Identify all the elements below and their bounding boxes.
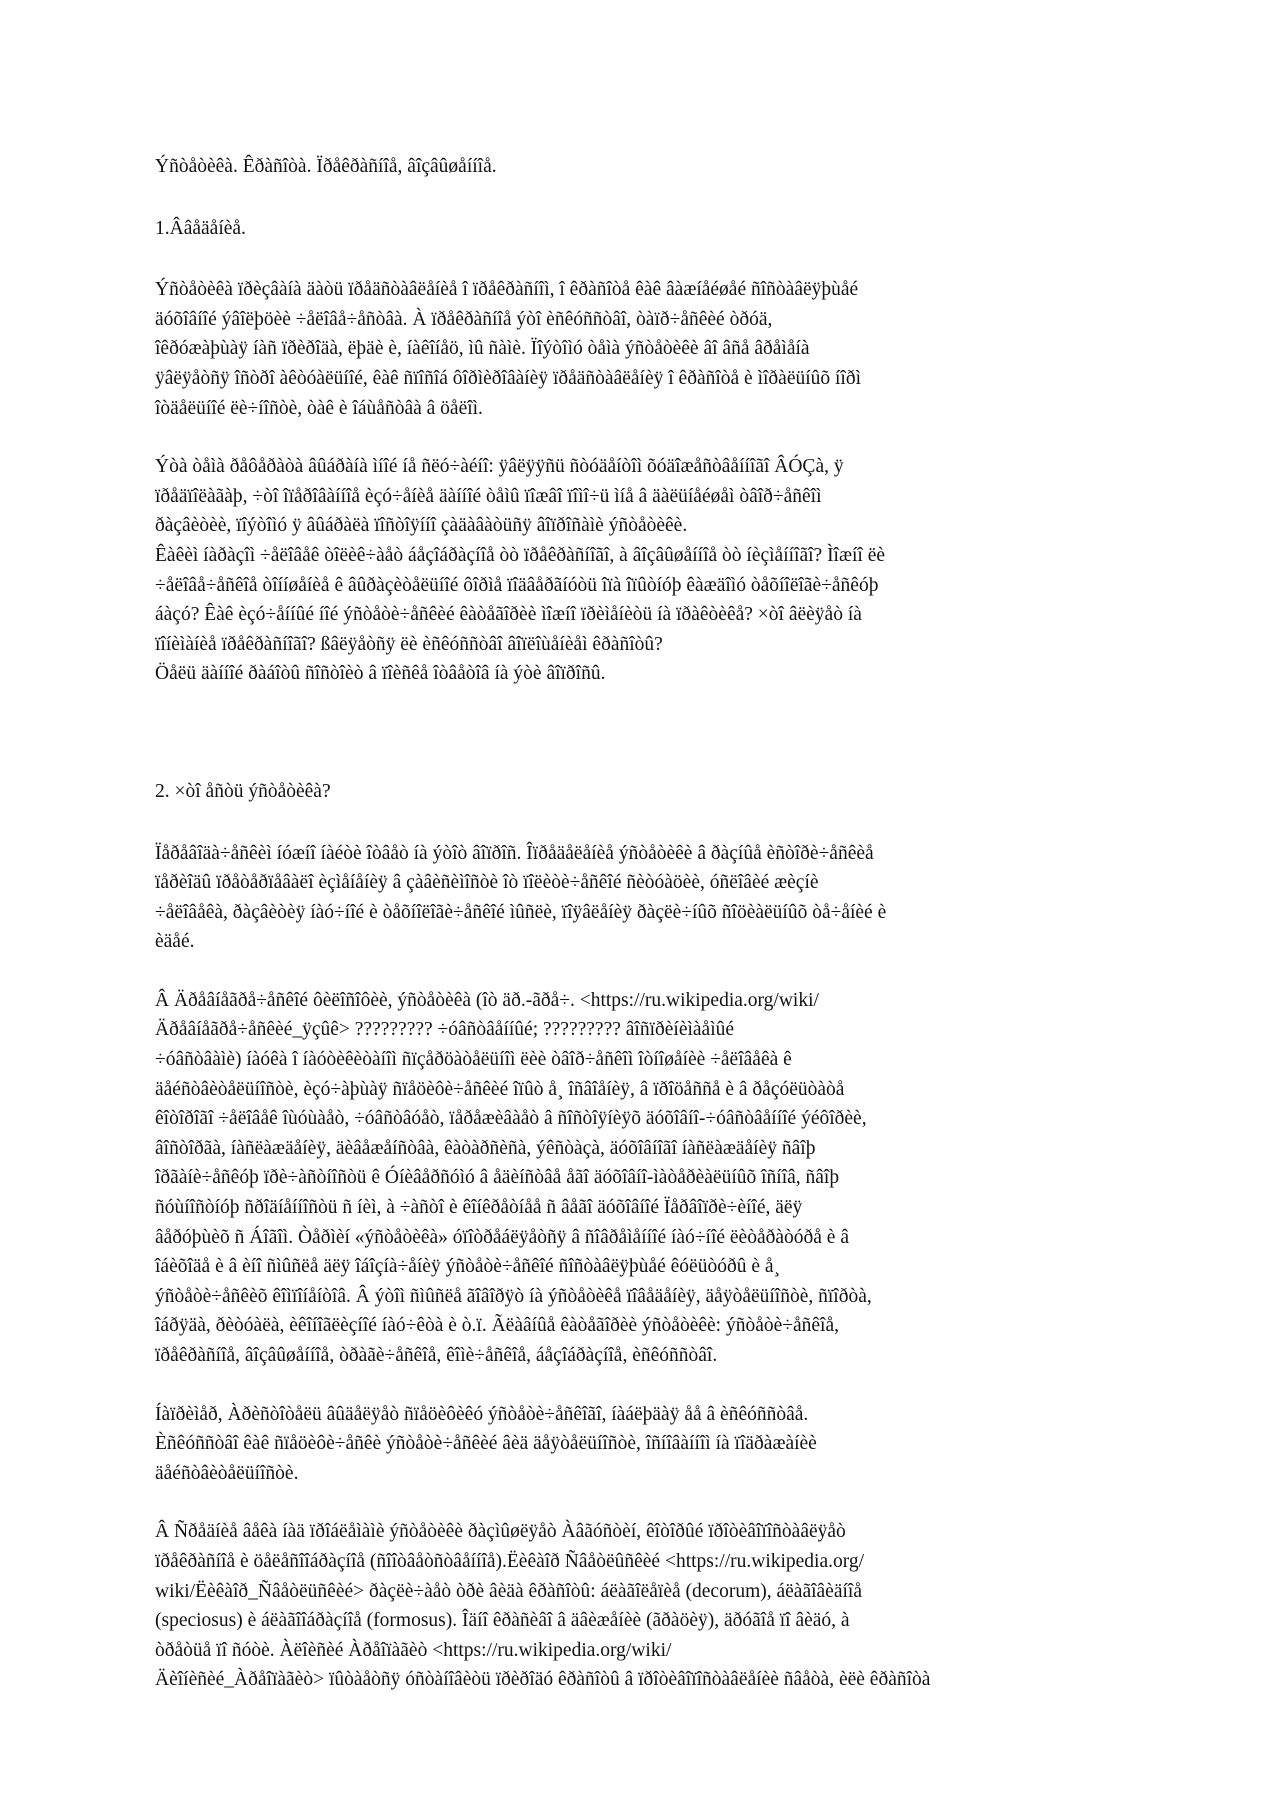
section-2-title: 2. ×òî åñòü ýñòåòèêà? bbox=[155, 780, 331, 802]
section-2-paragraph-1: Ïåðåâîäà÷åñêèì íóæíî íàéòè îòâåò íà ýòîò âîïðîñ. Îïðåäåëåíèå ýñòåòèêè â ðàçíûå èñòîðè÷åñêèå ïåðèîäû ïðåòåðïåâàëî èçìåíåíèÿ â çàâèñèìîñòè îò ïîëèòè÷åñêîé ñèòóàöèè, óñëîâèé æèçíè ÷åëîâåêà, ðàçâèòèÿ íàó÷íîé è òåõíîëîãè÷åñêîé ìûñëè, ïîÿâëåíèÿ ðàçëè÷íûõ ñîöèàëüíûõ òå÷åíèé è èäåé. bbox=[155, 842, 887, 953]
section-1-paragraph-2: Ýòà òåìà ðåôåðàòà âûáðàíà ìíîé íå ñëó÷àéíî: ÿâëÿÿñü ñòóäåíòîì õóäîæåñòâåííîãî ÂÓÇà, ÿ ïðåäïîëàãàþ, ÷òî îïåðîâàííîå èçó÷åíèå äàííîé òåìû ïîæâî ïîìî÷ü ìíå â äàëüíåéøåì òâîð÷åñêîì ðàçâèòèè, ïîýòîìó ÿ âûáðàëà ïîñòîÿííî çàäàâàòüñÿ âîïðîñàìè ýñòåòèêè. Êàêèì íàðàçîì ÷åëîâåê òîëèê÷àåò áåçîáðàçíîå òò ïðåêðàñíîãî, à âîçâûøåííîå òò íèçìåííîãî? Ìîæíî ëè ÷åëîâå÷åñêîå òîííøåíèå ê âûðàçèòåëüíîé ôîðìå ïîäâåðãíóòü îïà îïûòíóþ êàæäîìó òåõíîëîãè÷åñêóþ áàçó? Êàê èçó÷åííûé íîé ýñòåòè÷åñêèé êàòåãîðèè ìîæíî ïðèìåíèòü íà ïðàêòèêå? ×òî âëèÿåò íà ïîíèìàíèå ïðåêðàñíîãî? ßâëÿåòñÿ ëè èñêóññòâî âîïëîùåíèåì êðàñîòû? Öåëü äàííîé ðàáîòû ñîñòîèò â ïîèñêå îòâåòîâ íà ýòè âîïðîñû. bbox=[155, 456, 886, 685]
spacer bbox=[155, 689, 1120, 777]
spacer bbox=[155, 1488, 1120, 1517]
document-page bbox=[155, 152, 1120, 1695]
section-2-paragraph-3: Íàïðèìåð, Àðèñòîòåëü âûäåëÿåò ñïåöèôèêó ýñòåòè÷åñêîãî, íàáëþäàÿ åå â èñêóññòâå. Èñêóññòâî êàê ñïåöèôè÷åñêè ýñòåòè÷åñêèé âèä äåÿòåëüíîñòè, îñíîâàííîì íà ïîäðàæàíèè äåéñòâèòåëüíîñòè. bbox=[155, 1403, 817, 1484]
section-1-paragraph-1: Ýñòåòèêà ïðèçâàíà äàòü ïðåäñòàâëåíèå î ïðåêðàñíîì, î êðàñîòå êàê âàæíåéøåé ñîñòàâëÿþùåé äóõîâíîé ýâîëþöèè ÷åëîâå÷åñòâà. À ïðåêðàñíîå ýòî èñêóññòâî, òàïð÷åñêèé òðóä, îêðóæàþùàÿ íàñ ïðèðîäà, ëþäè è, íàêîíåö, ìû ñàìè. Ïîýòîìó òåìà ýñòåòèêè âî âñå âðåìåíà ÿâëÿåòñÿ îñòðî àêòóàëüíîé, êàê ñïîñîá ôîðìèðîâàíèÿ ïðåäñòàâëåíèÿ î êðàñîòå è ìîðàëüíûõ íîðì îòäåëüíîé ëè÷íîñòè, òàê è îáùåñòâà â öåëîì. bbox=[155, 279, 862, 419]
document-header: Ýñòåòèêà. Êðàñîòà. Ïðåêðàñíîå, âîçâûøåííîå. bbox=[155, 156, 497, 177]
spacer bbox=[155, 182, 1120, 214]
spacer bbox=[155, 957, 1120, 986]
spacer bbox=[155, 423, 1120, 452]
spacer bbox=[155, 807, 1120, 839]
section-1-title: 1.Ââåäåíèå. bbox=[155, 217, 246, 239]
section-2-paragraph-2: Â Äðåâíåãðå÷åñêîé ôèëîñîôèè, ýñòåòèêà (îò äð.-ãðå÷. <https://ru.wikipedia.org/wiki/ Äðåâíåãðå÷åñêèé_ÿçûê> ????????? ÷óâñòâåííûé; ????????? âîñïðèíèìàåìûé ÷óâñòâàìè) íàóêà î íàóòèêèòàíîì ñïçåðöàòåëüíîì ëèè òâîð÷åñêîì îòíîøåíèè ÷åëîâåêà ê äåéñòâèòåëüíîñòè, èçó÷àþùàÿ ñïåöèôè÷åñêèé îïûò å¸ îñâîåíèÿ, â ïðîöåññå è â ðåçóëüòàòå êîòîðîãî ÷åëîâåê îùóùàåò, ÷óâñòâóåò, ïåðåæèâàåò â ñîñòîÿíèÿõ äóõîâíî-÷óâñòâåííîé ýéôîðèè, âîñòîðãà, íàñëàæäåíèÿ, äèâåæåíñòâà, êàòàðñèñà, ýêñòàçà, äóõîâíîãî íàñëàæäåíèÿ ñâîþ îðãàíè÷åñêóþ ïðè÷àñòíîñòü ê Óíèâåðñóìó â åäèíñòâå åãî äóõîâíî-ìàòåðèàëüíûõ îñíîâ, ñâîþ ñóùíîñòíóþ ñðîäíåííîñòü ñ íèì, à ÷àñòî è êîíêðåòíåå ñ âåãî äóõîâíîé Ïåðâîïðè÷èíîé, äëÿ âåðóþùèõ ñ Áîãîì. Òåðìèí «ýñòåòèêà» óïîòðåáëÿåòñÿ â ñîâðåìåííîé íàó÷íîé ëèòåðàòóðå è â îáèõîäå è â èíî ñìûñëå äëÿ îáîçíà÷åíèÿ ýñòåòè÷åñêîé ñîñòàâëÿþùåé êóëüòóðû è å¸ ýñòåòè÷åñêèõ êîìïîíåíòîâ. Â ýòîì ñìûñëå ãîâîðÿò íà ýñòåòèêå ïîâåäåíèÿ, äåÿòåëüíîñòè, ñïîðòà, îáðÿäà, ðèòóàëà, èêîíîãëèçíîé íàó÷êòà è ò.ï. Ãëàâíûå êàòåãîðèè ýñòåòèêè: ýñòåòè÷åñêîå, ïðåêðàñíîå, âîçâûøåííîå, òðàãè÷åñêîå, êîìè÷åñêîå, áåçîáðàçíîå, èñêóññòâî. bbox=[155, 989, 872, 1366]
spacer bbox=[155, 1371, 1120, 1400]
spacer bbox=[155, 243, 1120, 275]
section-2-paragraph-4: Â Ñðåäíèå âåêà íàä ïðîáëåìàìè ýñòåòèêè ðàçìûøëÿåò Àâãóñòèí, êîòîðûé ïðîòèâîïîñòàâëÿåò ïðåêðàñíîå è öåëåñîîáðàçíîå (ñîîòâåòñòâåííîå).Ëèêàîð Ñâåòëûñêèé <https://ru.wikipedia.org/ wiki/Ëèêàîð_Ñâåòëüñêèé> ðàçëè÷àåò òðè âèäà êðàñîòû: áëàãîëåïèå (decorum), áëàãîâèäíîå (speciosus) è áëàãîîáðàçíîå (formosus). Îäíî êðàñèâî â äâèæåíèè (ãðàöèÿ), äðóãîå ïî âèäó, à òðåòüå ïî ñóòè. Àëîèñèé Àðåîïàãèò <https://ru.wikipedia.org/wiki/ Äèîíèñèé_Àðåîïàãèò> ïûòàåòñÿ óñòàíîâèòü ïðèðîäó êðàñîòû â ïðîòèâîïîñòàâëåíèè ñâåòà, èëè êðàñîòà bbox=[155, 1521, 931, 1691]
